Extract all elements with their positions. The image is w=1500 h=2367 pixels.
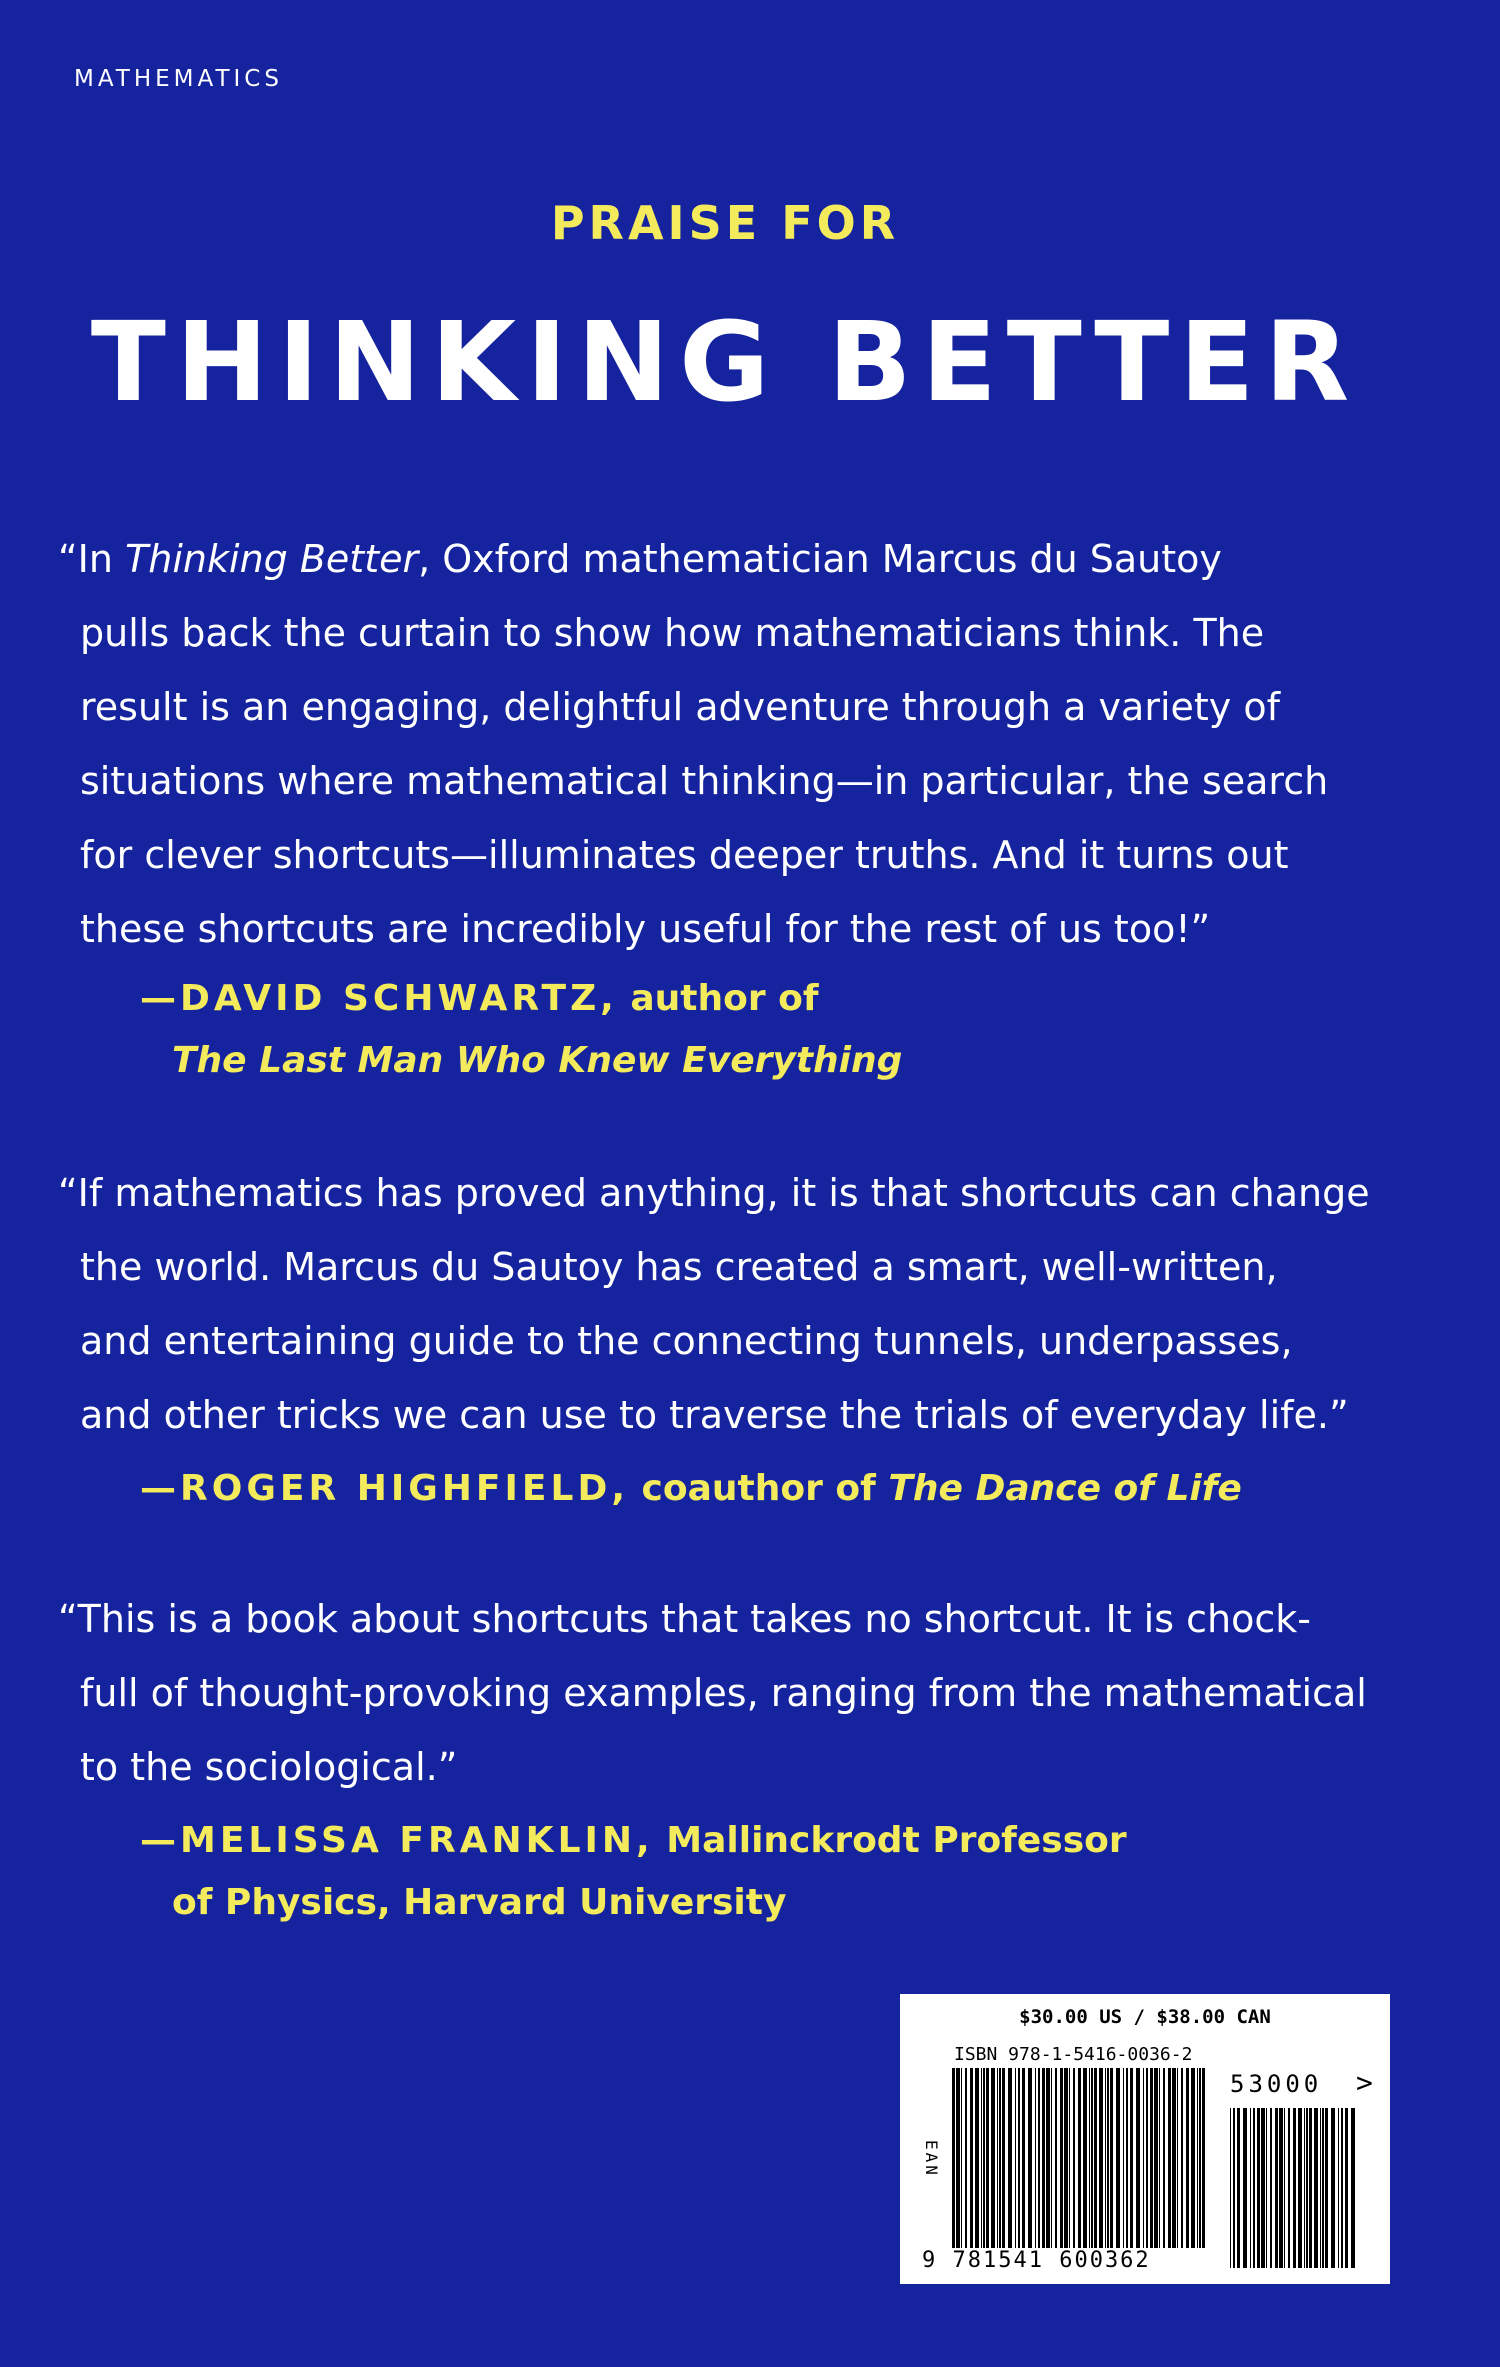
barcode-bar <box>1018 2068 1020 2248</box>
quote-line: situations where mathematical thinking—in particular, the search <box>80 759 1329 803</box>
barcode-bar <box>1270 2108 1272 2268</box>
attribution-role: coauthor of <box>629 1468 889 1509</box>
barcode-bar <box>1060 2068 1063 2248</box>
barcode-bar <box>1261 2108 1265 2268</box>
price-label: $30.00 US / $38.00 CAN <box>1019 2006 1271 2028</box>
barcode-bar <box>965 2068 967 2248</box>
barcode-bar <box>1304 2108 1305 2268</box>
barcode-bar <box>1116 2068 1120 2248</box>
barcode-bar <box>1341 2108 1343 2268</box>
barcode-bar <box>1279 2108 1283 2268</box>
barcode-bar <box>1172 2068 1176 2248</box>
barcode-bar <box>975 2068 979 2248</box>
barcode-bar <box>1163 2068 1165 2248</box>
barcode-bar <box>956 2068 960 2248</box>
barcode-bar <box>1002 2068 1005 2248</box>
barcode-bar <box>1257 2108 1260 2268</box>
attribution-book: The Dance of Life <box>888 1468 1242 1509</box>
barcode-bar <box>1325 2108 1328 2268</box>
barcode-bar <box>1110 2068 1113 2248</box>
barcode-bar <box>1042 2068 1045 2248</box>
barcode-bar <box>1345 2108 1348 2268</box>
barcode-bar <box>1083 2068 1087 2248</box>
quote-line: “This is a book about shortcuts that takes no shortcut. It is chock- <box>58 1597 1311 1641</box>
barcode-bar <box>1275 2108 1278 2268</box>
barcode-bar <box>1028 2068 1032 2248</box>
barcode-bar <box>1015 2068 1016 2248</box>
barcode-main-bars <box>952 2068 1210 2248</box>
barcode-bar <box>1022 2068 1025 2248</box>
barcode-bar <box>1243 2108 1247 2268</box>
barcode-bar <box>1288 2108 1290 2268</box>
quote-line: “In Thinking Better, Oxford mathematician Marcus du Sautoy <box>58 537 1222 581</box>
barcode-bar <box>1078 2068 1081 2248</box>
barcode-bar <box>1266 2108 1267 2268</box>
barcode-bar <box>1159 2068 1160 2248</box>
quote-line: result is an engaging, delightful adventure through a variety of <box>80 685 1280 729</box>
attribution-role: author of <box>617 978 819 1019</box>
barcode-bar <box>1046 2068 1050 2248</box>
barcode-bar <box>1331 2108 1335 2268</box>
barcode-bar <box>1186 2068 1189 2248</box>
quote-line: to the sociological.” <box>80 1745 458 1789</box>
barcode-bar <box>1091 2068 1093 2248</box>
barcode-bar <box>1322 2108 1324 2268</box>
barcode-bar <box>970 2068 973 2248</box>
barcode-bar <box>1351 2108 1355 2268</box>
barcode-bar <box>986 2068 989 2248</box>
barcode-bar <box>1123 2068 1124 2248</box>
barcode-bar <box>1250 2108 1251 2268</box>
attribution-name: —MELISSA FRANKLIN, <box>140 1820 654 1861</box>
supplement-arrow: > <box>1356 2066 1373 2099</box>
praise-heading: PRAISE FOR <box>550 196 900 250</box>
barcode-bar <box>1064 2068 1068 2248</box>
barcode-bar <box>1105 2068 1106 2248</box>
barcode-bar <box>1107 2068 1109 2248</box>
barcode-bar <box>1051 2068 1052 2248</box>
barcode-bar <box>961 2068 962 2248</box>
barcode-bar <box>1035 2068 1036 2248</box>
attribution-role: Mallinckrodt Professor <box>653 1820 1127 1861</box>
attribution-role-cont: of Physics, Harvard University <box>172 1882 787 1923</box>
barcode-bar <box>1314 2108 1318 2268</box>
barcode-bar <box>1293 2108 1296 2268</box>
barcode-bar <box>981 2068 982 2248</box>
barcode-bar <box>1038 2068 1040 2248</box>
barcode-bar <box>1146 2068 1148 2248</box>
barcode-bar <box>1191 2068 1195 2248</box>
barcode-bar <box>1298 2108 1302 2268</box>
quote-line: and other tricks we can use to traverse the trials of everyday life.” <box>80 1393 1349 1437</box>
barcode-bar <box>1199 2068 1201 2248</box>
barcode-bar <box>1177 2068 1178 2248</box>
quote-line: the world. Marcus du Sautoy has created a smart, well-written, <box>80 1245 1278 1289</box>
barcode-bar <box>1309 2108 1312 2268</box>
quote-schwartz <box>58 522 1388 966</box>
barcode-bar <box>1069 2068 1070 2248</box>
quote-line: “If mathematics has proved anything, it is that shortcuts can change <box>58 1171 1370 1215</box>
barcode-bar <box>1197 2068 1198 2248</box>
barcode-bar <box>1230 2108 1231 2268</box>
quote-line: for clever shortcuts—illuminates deeper truths. And it turns out <box>80 833 1289 877</box>
barcode-bar <box>1233 2108 1235 2268</box>
barcode-bar <box>1168 2068 1171 2248</box>
quote-line: and entertaining guide to the connecting tunnels, underpasses, <box>80 1319 1293 1363</box>
barcode-bar <box>1284 2108 1285 2268</box>
barcode-bar <box>1306 2108 1308 2268</box>
barcode-bar <box>1094 2068 1097 2248</box>
barcode-bar <box>1008 2068 1012 2248</box>
barcode-bar <box>1089 2068 1090 2248</box>
barcode-bar <box>997 2068 998 2248</box>
barcode-bar <box>1136 2068 1140 2248</box>
book-title: THINKING BETTER <box>90 298 1360 426</box>
barcode-bar <box>991 2068 995 2248</box>
quote-line: these shortcuts are incredibly useful for the rest of us too!” <box>80 907 1211 951</box>
barcode-bar <box>1154 2068 1158 2248</box>
barcode-supplement-bars <box>1230 2108 1360 2268</box>
barcode-bar <box>1181 2068 1183 2248</box>
barcode-bar <box>1143 2068 1144 2248</box>
attribution-schwartz <box>140 968 1340 1092</box>
isbn-barcode <box>900 1994 1390 2284</box>
barcode-bar <box>1253 2108 1255 2268</box>
attribution-name: —DAVID SCHWARTZ, <box>140 978 618 1019</box>
barcode-bar <box>1055 2068 1057 2248</box>
quote-franklin <box>58 1582 1388 1804</box>
quote-highfield <box>58 1156 1388 1452</box>
barcode-bar <box>1126 2068 1128 2248</box>
attribution-franklin <box>140 1810 1340 1934</box>
quote-line: full of thought-provoking examples, ranging from the mathematical <box>80 1671 1367 1715</box>
supplement-number: 53000 <box>1230 2070 1323 2098</box>
barcode-digits: 9 781541 600362 <box>922 2248 1151 2273</box>
ean-label: EAN <box>922 2140 941 2178</box>
barcode-bar <box>983 2068 985 2248</box>
barcode-bar <box>1320 2108 1321 2268</box>
attribution-highfield <box>140 1458 1340 1520</box>
barcode-bar <box>1202 2068 1205 2248</box>
barcode-bar <box>952 2068 955 2248</box>
attribution-book: The Last Man Who Knew Everything <box>172 1040 903 1081</box>
category-label: MATHEMATICS <box>74 66 283 92</box>
isbn-label: ISBN 978-1-5416-0036-2 <box>954 2044 1193 2065</box>
barcode-bar <box>999 2068 1001 2248</box>
barcode-bar <box>1338 2108 1339 2268</box>
barcode-bar <box>1150 2068 1153 2248</box>
barcode-bar <box>1130 2068 1133 2248</box>
attribution-name: —ROGER HIGHFIELD, <box>140 1468 629 1509</box>
barcode-bar <box>1237 2108 1240 2268</box>
barcode-bar <box>1099 2068 1103 2248</box>
quote-line: pulls back the curtain to show how mathematicians think. The <box>80 611 1265 655</box>
barcode-bar <box>1073 2068 1075 2248</box>
